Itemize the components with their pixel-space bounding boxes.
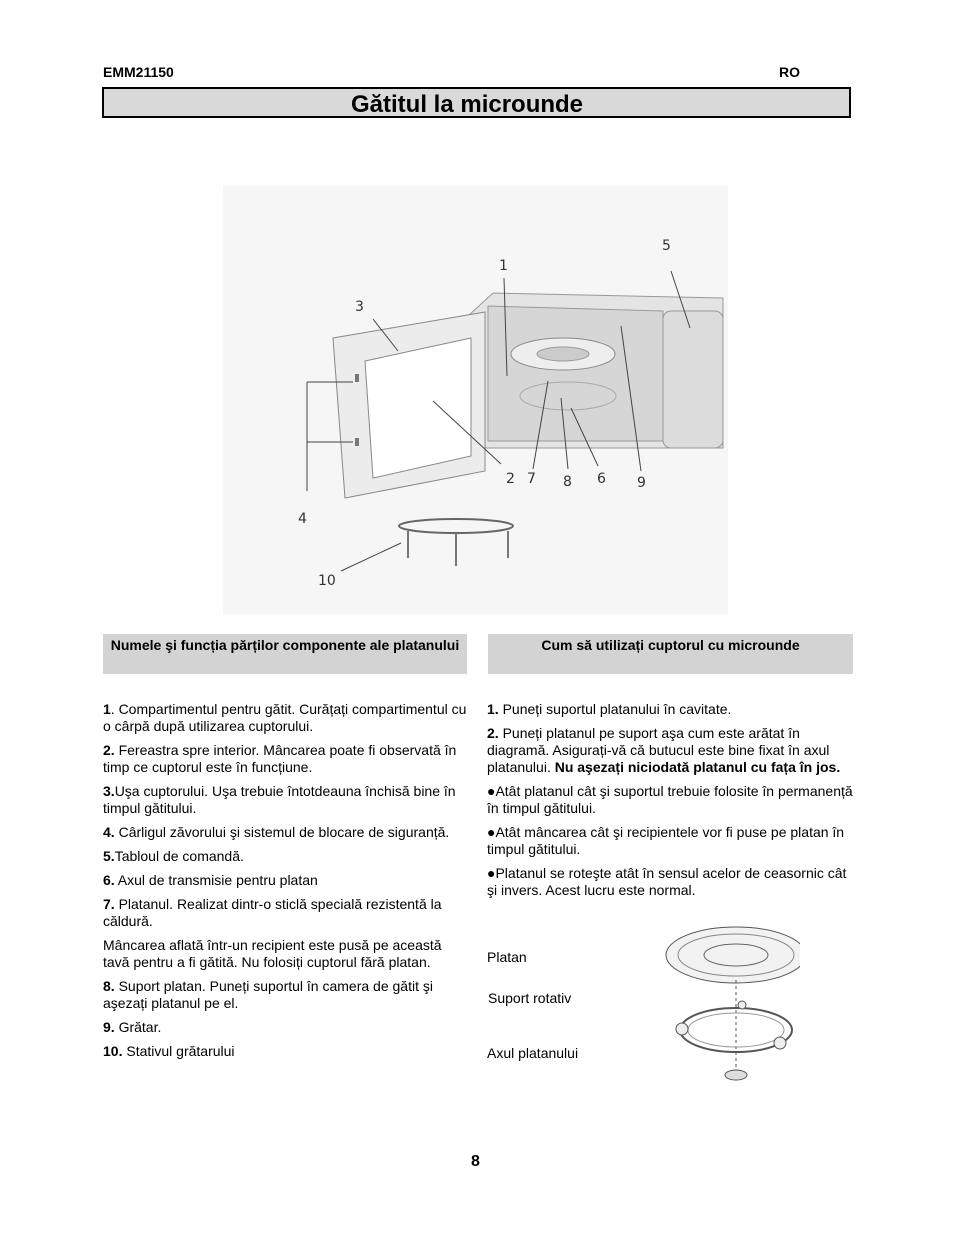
- model-number: EMM21150: [103, 64, 174, 80]
- language-code: RO: [779, 64, 800, 80]
- label-platan: Platan: [487, 949, 527, 965]
- list-item: 1. Compartimentul pentru gătit. Curățați compartimentul cu o cârpă după utilizarea cuptorului.: [103, 701, 467, 734]
- callout-6: 6: [597, 471, 606, 487]
- list-item: 4. Cârligul zăvorului şi sistemul de blocare de siguranță.: [103, 824, 450, 840]
- cavity: [488, 306, 663, 441]
- callout-2: 2: [506, 471, 515, 487]
- callout-10: 10: [318, 573, 336, 589]
- parts-section-heading: Numele şi funcția părților componente ale platanului: [103, 634, 467, 674]
- usage-steps: [487, 701, 853, 906]
- callout-5: 5: [662, 238, 671, 254]
- list-item: 9. Grătar.: [103, 1019, 162, 1035]
- step-1: 1. Puneți suportul platanului în cavitate.: [487, 701, 732, 717]
- list-item: 3.Uşa cuptorului. Uşa trebuie întotdeauna închisă bine în timpul gătitului.: [103, 783, 456, 816]
- microwave-diagram: [223, 186, 728, 614]
- microwave-illustration: [223, 186, 728, 614]
- page-title: Gătitul la microunde: [351, 91, 584, 118]
- turntable-axle: [725, 1070, 747, 1080]
- door-window: [365, 338, 471, 478]
- platan-plate: [666, 927, 800, 983]
- bullet-item: ●Atât platanul cât şi suportul trebuie folosite în permanență în timpul gătitului.: [487, 783, 853, 816]
- list-item: 8. Suport platan. Puneți suportul în camera de gătit şi aşezați platanul pe el.: [103, 978, 433, 1011]
- bullet-item: ●Atât mâncarea cât şi recipientele vor fi puse pe platan în timpul gătitului.: [487, 824, 845, 857]
- callout-3: 3: [355, 299, 364, 315]
- list-item: 6. Axul de transmisie pentru platan: [103, 872, 318, 888]
- bullet-item: ●Platanul se roteşte atât în sensul acelor de ceasornic cât şi invers. Acest lucru este normal.: [487, 865, 847, 898]
- turntable-assembly-diagram: [660, 925, 800, 1085]
- page-number: 8: [471, 1153, 480, 1170]
- callout-9: 9: [637, 475, 646, 491]
- parts-list: [103, 701, 471, 1067]
- latch-hook-top: [355, 374, 359, 382]
- usage-section-heading: Cum să utilizați cuptorul cu microunde: [488, 634, 853, 674]
- callout-8: 8: [563, 474, 572, 490]
- callout-4: 4: [298, 511, 307, 527]
- grill-rack: [399, 519, 513, 533]
- list-item: 7. Platanul. Realizat dintr-o sticlă specială rezistentă la căldură.: [103, 896, 442, 929]
- turntable-center: [537, 347, 589, 361]
- label-axul-platanului: Axul platanului: [487, 1045, 579, 1061]
- callout-1: 1: [499, 258, 508, 274]
- latch-hook-bottom: [355, 438, 359, 446]
- callout-7: 7: [527, 471, 536, 487]
- list-item: 5.Tabloul de comandă.: [103, 848, 244, 864]
- label-suport-rotativ: Suport rotativ: [488, 990, 572, 1006]
- list-item: 2. Fereastra spre interior. Mâncarea poate fi observată în timp ce cuptorul este în funcțiune.: [103, 742, 457, 775]
- title-bar: [102, 87, 851, 118]
- list-item: Mâncarea aflată într-un recipient este pusă pe această tavă pentru a fi gătită. Nu folosiți cuptorul fără platan.: [103, 937, 442, 970]
- list-item: 10. Stativul grătarului: [103, 1043, 235, 1059]
- step-2: 2. Puneți platanul pe suport aşa cum este arătat în diagramă. Asigurați-vă că butucul este bine fixat în axul platanului. Nu aşezați niciodată platanul cu fața în jos.: [487, 725, 841, 775]
- turntable-assembly-illustration: [660, 925, 800, 1085]
- control-panel: [663, 311, 723, 448]
